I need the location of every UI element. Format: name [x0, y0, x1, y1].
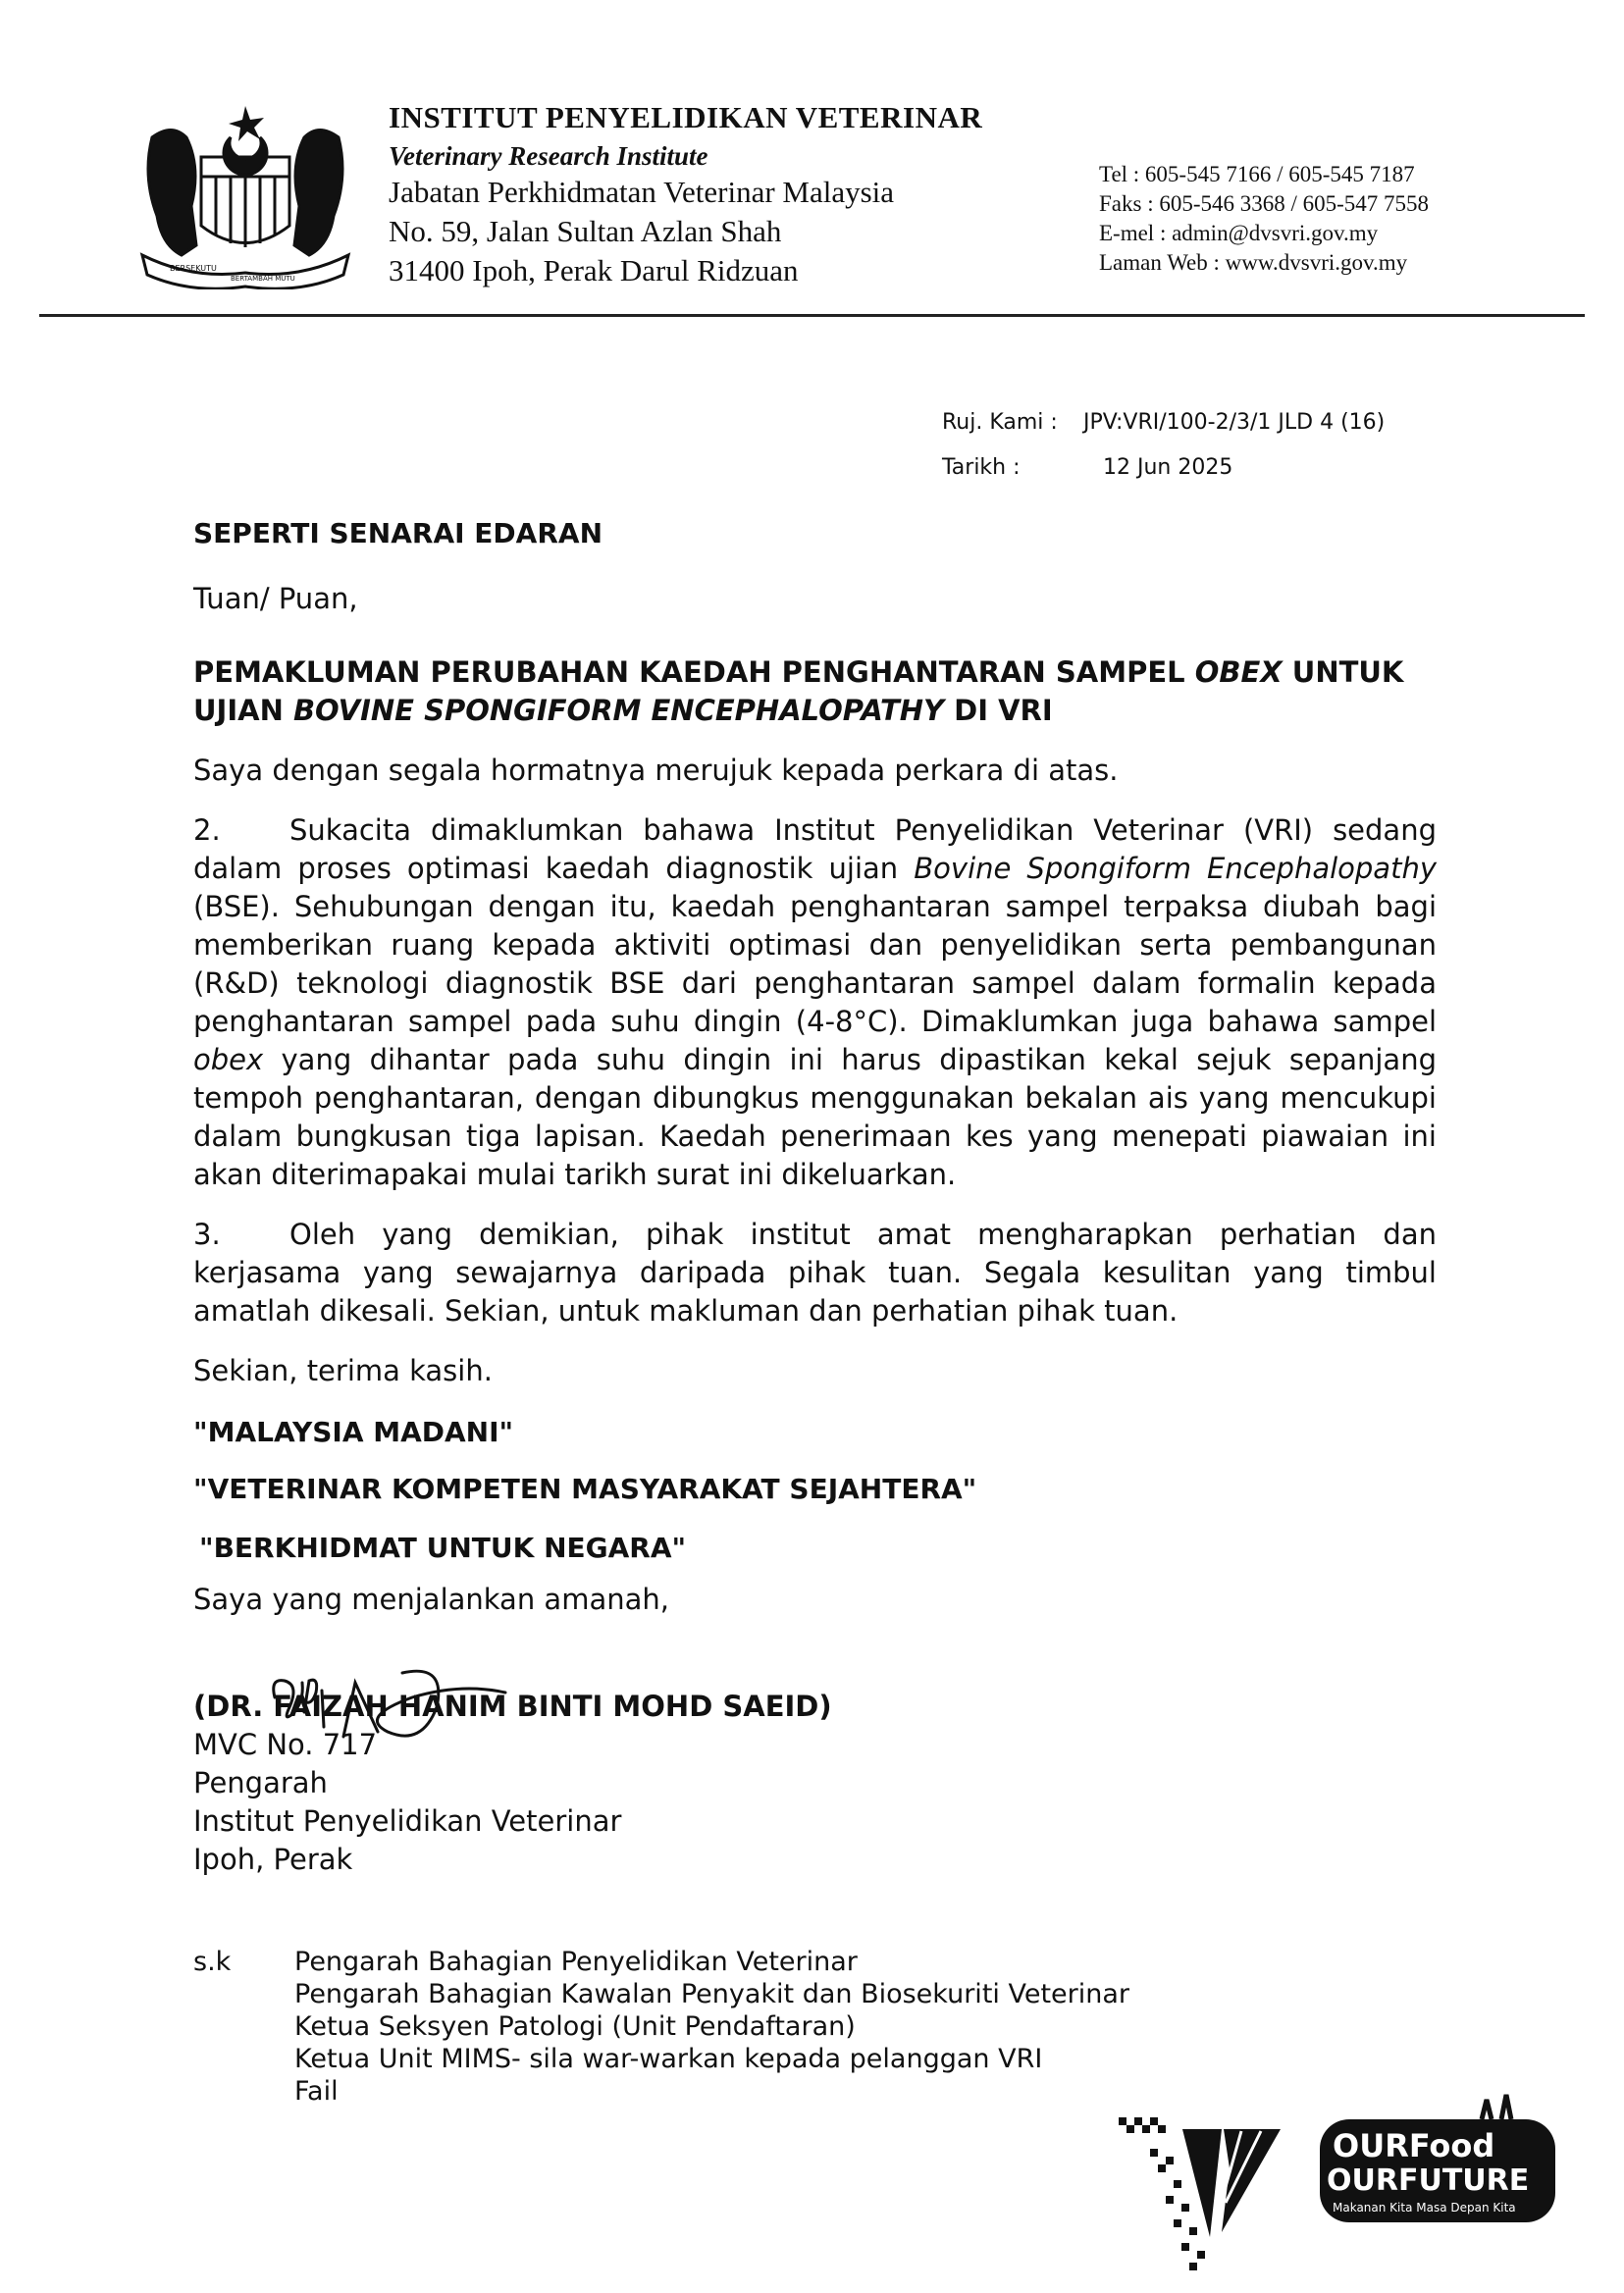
address-line: 31400 Ipoh, Perak Darul Ridzuan — [389, 253, 799, 287]
subject — [193, 653, 1437, 730]
contact-fax: Faks : 605-546 3368 / 605-547 7558 — [1099, 191, 1430, 216]
cc-label: s.k — [193, 1947, 232, 1977]
crest-motto-right: BERTAMBAH MUTU — [231, 275, 295, 283]
contact-website: Laman Web : www.dvsvri.gov.my — [1099, 250, 1408, 275]
address-line: Jabatan Perkhidmatan Veterinar Malaysia — [389, 175, 895, 209]
ref-value: JPV:VRI/100-2/3/1 JLD 4 (16) — [1083, 410, 1386, 435]
subject-text: DI VRI — [944, 694, 1053, 727]
signatory-location: Ipoh, Perak — [193, 1843, 353, 1876]
handwritten-signature — [265, 1653, 520, 1761]
paragraph-2 — [193, 811, 1437, 1194]
signatory-organisation: Institut Penyelidikan Veterinar — [193, 1804, 622, 1838]
header-divider — [39, 314, 1585, 317]
paragraph-text: yang dihantar pada suhu dingin ini harus dipastikan kekal sejuk sepanjang tempoh penghantaran, dengan dibungkus menggunakan bekalan ais yang mencukupi dalam bungkusan tiga lapisan. Kaedah penerimaan kes yang menepati piawaian ini akan diterimapakai mulai tarikh surat ini dikeluarkan. — [193, 1043, 1437, 1191]
paragraph-text: (BSE). Sehubungan dengan itu, kaedah penghantaran sampel terpaksa diubah bagi memberikan ruang kepada aktiviti optimasi dan penyelidikan serta pembangunan (R&D) teknologi diagnostik BSE dari penghantaran sampel dalam formalin kepada penghantaran sampel pada suhu dingin (4-8°C). Dimaklumkan juga bahawa sampel — [193, 890, 1437, 1038]
paragraph-italic: Bovine Spongiform Encephalopathy — [914, 852, 1437, 885]
subject-text: PEMAKLUMAN PERUBAHAN KAEDAH PENGHANTARAN SAMPEL — [193, 655, 1195, 689]
date-row — [942, 445, 1570, 491]
cc-row — [193, 2010, 1273, 2043]
ref-label: Ruj. Kami : — [942, 410, 1058, 435]
address-line: No. 59, Jalan Sultan Azlan Shah — [389, 214, 782, 248]
paragraph-number: 3. — [193, 1218, 221, 1251]
institute-name-english: Veterinary Research Institute — [389, 141, 708, 171]
coat-of-arms-logo — [132, 98, 358, 289]
ourfood-tagline: Makanan Kita Masa Depan Kita — [1333, 2201, 1516, 2215]
paragraph-italic: obex — [193, 1043, 264, 1076]
cc-item: Pengarah Bahagian Kawalan Penyakit dan Biosekuriti Veterinar — [294, 1979, 1130, 2009]
institute-name: INSTITUT PENYELIDIKAN VETERINAR — [389, 100, 983, 134]
subject-italic: BOVINE SPONGIFORM ENCEPHALOPATHY — [292, 694, 945, 727]
date-value: 12 Jun 2025 — [1103, 455, 1233, 480]
sign-off: Saya yang menjalankan amanah, — [193, 1583, 669, 1616]
ourfood-line1: OURFood — [1333, 2127, 1495, 2164]
cc-item: Pengarah Bahagian Penyelidikan Veterinar — [294, 1947, 858, 1977]
slogan-madani: "MALAYSIA MADANI" — [193, 1416, 514, 1448]
reference-block — [942, 400, 1570, 491]
paragraph-text: Oleh yang demikian, pihak institut amat mengharapkan perhatian dan kerjasama yang sewajarnya daripada pihak tuan. Segala kesulitan yang timbul amatlah dikesali. Sekian, untuk makluman dan perhatian pihak tuan. — [193, 1218, 1437, 1328]
carbon-copy-list — [193, 1946, 1273, 2108]
ourfood-line2: OURFUTURE — [1327, 2163, 1530, 2198]
cc-row — [193, 1946, 1273, 1978]
cc-item: Ketua Seksyen Patologi (Unit Pendaftaran) — [294, 2011, 856, 2042]
reference-row — [942, 400, 1570, 445]
salutation: Tuan/ Puan, — [193, 582, 358, 615]
cc-item: Ketua Unit MIMS- sila war-warkan kepada pelanggan VRI — [294, 2044, 1043, 2074]
cc-row — [193, 2075, 1273, 2108]
closing: Sekian, terima kasih. — [193, 1354, 493, 1387]
our-food-our-future-logo — [1315, 2090, 1560, 2227]
signatory-name: (DR. FAIZAH HANIM BINTI MOHD SAEID) — [193, 1690, 832, 1723]
cc-row — [193, 1978, 1273, 2010]
paragraph-number: 2. — [193, 813, 221, 847]
letterhead-contact — [1099, 160, 1609, 278]
visit-malaysia-logo — [1114, 2110, 1285, 2276]
paragraph-text: Sukacita dimaklumkan bahawa Institut Penyelidikan Veterinar (VRI) sedang dalam proses optimasi kaedah diagnostik ujian — [193, 813, 1437, 885]
recipient: SEPERTI SENARAI EDARAN — [193, 517, 603, 549]
cc-item: Fail — [294, 2076, 339, 2107]
slogan-veterinar: "VETERINAR KOMPETEN MASYARAKAT SEJAHTERA" — [193, 1473, 977, 1505]
contact-phone: Tel : 605-545 7166 / 605-545 7187 — [1099, 162, 1415, 186]
letterhead-institute — [389, 100, 1017, 290]
signatory-title: Pengarah — [193, 1766, 328, 1799]
contact-email: E-mel : admin@dvsvri.gov.my — [1099, 221, 1379, 245]
paragraph-3 — [193, 1216, 1437, 1330]
subject-italic: OBEX — [1194, 655, 1283, 689]
subject-text: UNTUK UJIAN — [193, 655, 1404, 727]
crest-motto-left: BERSEKUTU — [170, 264, 217, 273]
cc-row — [193, 2043, 1273, 2075]
slogan-berkhidmat: "BERKHIDMAT UNTUK NEGARA" — [199, 1532, 687, 1564]
paragraph-intro: Saya dengan segala hormatnya merujuk kepada perkara di atas. — [193, 754, 1119, 787]
signatory-mvc: MVC No. 717 — [193, 1728, 378, 1761]
date-label: Tarikh : — [942, 455, 1021, 480]
